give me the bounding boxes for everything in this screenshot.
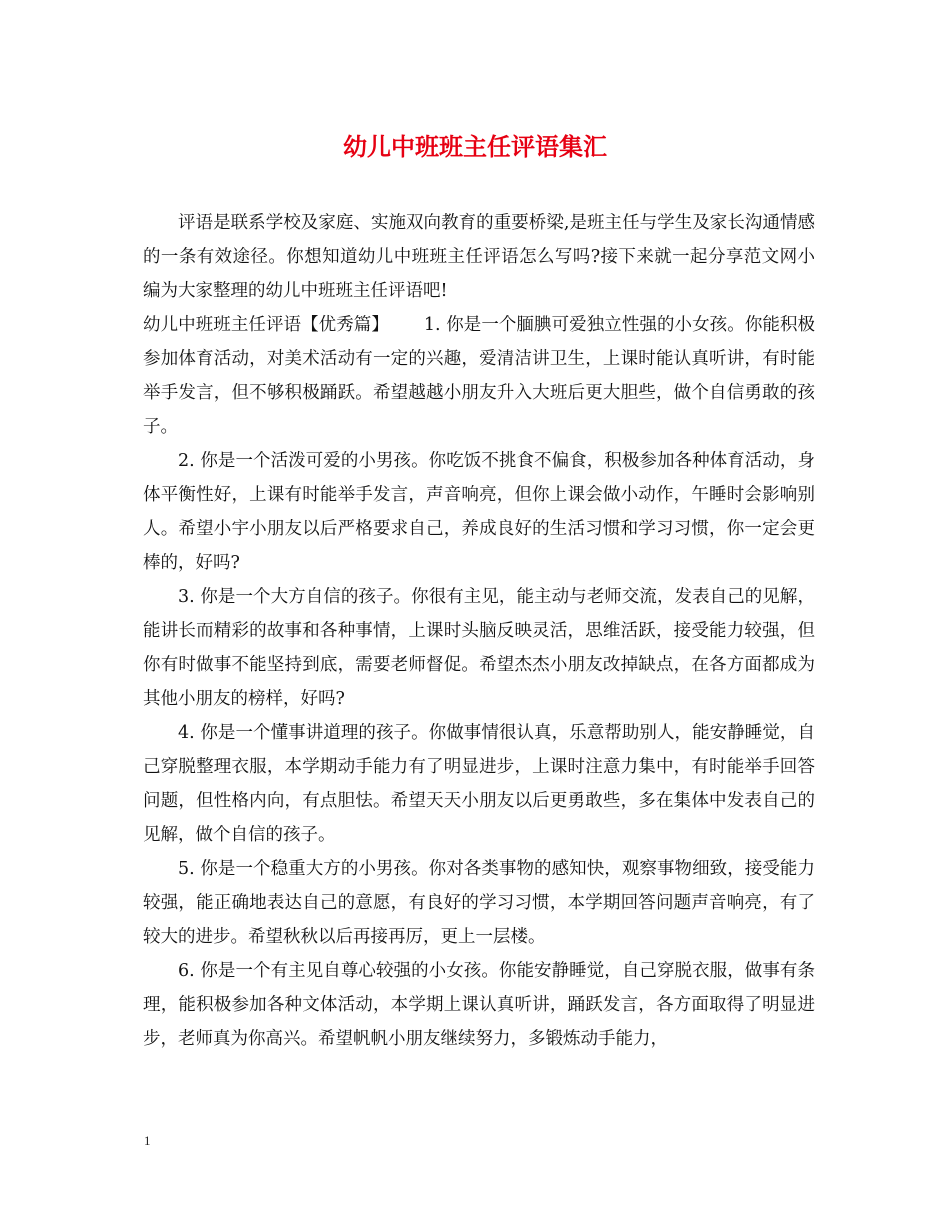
comment-item-2: 2. 你是一个活泼可爱的小男孩。你吃饭不挑食不偏食，积极参加各种体育活动，身体平衡性好，上课有时能举手发言，声音响亮，但你上课会做小动作，午睡时会影响别人。希望小宇小朋友以后严格要求自己，养成良好的生活习惯和学习习惯，你一定会更棒的，好吗? — [143, 451, 815, 573]
comment-item-1: 1. 你是一个腼腆可爱独立性强的小女孩。你能积极参加体育活动，对美术活动有一定的兴趣，爱清洁讲卫生，上课时能认真听讲，有时能举手发言，但不够积极踊跃。希望越越小朋友升入大班后更大胆些，做个自信勇敢的孩子。 — [143, 315, 816, 437]
section-heading: 幼儿中班班主任评语【优秀篇】 — [143, 315, 389, 335]
document-title: 幼儿中班班主任评语集汇 — [343, 133, 607, 161]
page-number: 1 — [144, 1133, 151, 1148]
intro-paragraph: 评语是联系学校及家庭、实施双向教育的重要桥梁,是班主任与学生及家长沟通情感的一条有效途径。你想知道幼儿中班班主任评语怎么写吗?接下来就一起分享范文网小编为大家整理的幼儿中班班主任评语吧! — [143, 213, 815, 301]
comment-item-6: 6. 你是一个有主见自尊心较强的小女孩。你能安静睡觉，自己穿脱衣服，做事有条理，能积极参加各种文体活动，本学期上课认真听讲，踊跃发言，各方面取得了明显进步，老师真为你高兴。希望帆帆小朋友继续努力，多锻炼动手能力， — [143, 961, 815, 1049]
comment-item-3: 3. 你是一个大方自信的孩子。你很有主见，能主动与老师交流，发表自己的见解，能讲长而精彩的故事和各种事情，上课时头脑反映灵活，思维活跃，接受能力较强，但你有时做事不能坚持到底，需要老师督促。希望杰杰小朋友改掉缺点，在各方面都成为其他小朋友的榜样，好吗? — [143, 587, 815, 709]
section-paragraph — [143, 308, 815, 444]
comment-item-5: 5. 你是一个稳重大方的小男孩。你对各类事物的感知快，观察事物细致，接受能力较强，能正确地表达自己的意愿，有良好的学习习惯，本学期回答问题声音响亮，有了较大的进步。希望秋秋以后再接再厉，更上一层楼。 — [143, 859, 815, 947]
document-body — [143, 206, 815, 1056]
comment-item-4: 4. 你是一个懂事讲道理的孩子。你做事情很认真，乐意帮助别人，能安静睡觉，自己穿脱整理衣服，本学期动手能力有了明显进步，上课时注意力集中，有时能举手回答问题，但性格内向，有点胆怯。希望天天小朋友以后更勇敢些，多在集体中发表自己的见解，做个自信的孩子。 — [143, 723, 815, 845]
heading-gap — [389, 315, 424, 335]
